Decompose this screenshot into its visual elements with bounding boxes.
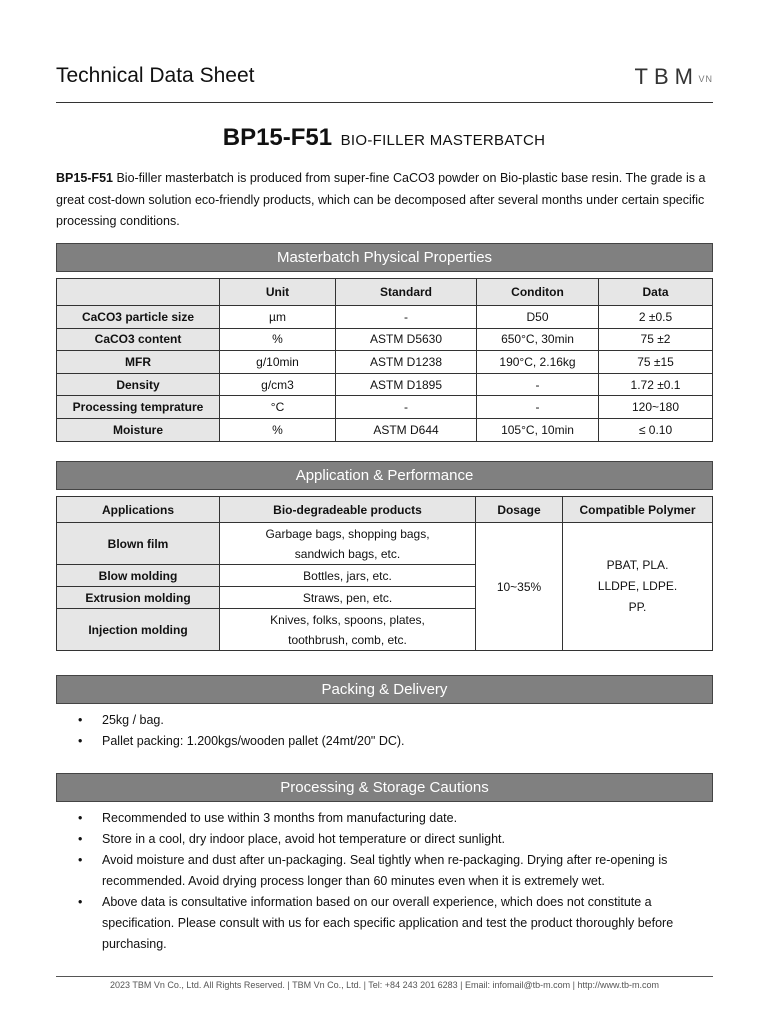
property-name: CaCO3 particle size	[57, 306, 220, 329]
table-cell: -	[477, 373, 599, 396]
table-header-cell: Data	[599, 279, 713, 306]
product-line: Bottles, jars, etc.	[220, 565, 476, 587]
table-cell: -	[477, 396, 599, 419]
table-row	[57, 328, 713, 351]
table-cell: %	[220, 418, 336, 441]
bullet-icon: •	[78, 713, 83, 727]
product-description	[56, 168, 712, 233]
list-item-text: Avoid moisture and dust after un-packaging. Seal tightly when re-packaging. Drying after re-opening is recommended. Avoid drying process longer than 60 minutes even when it is extremely wet.	[102, 853, 668, 888]
application-name: Extrusion molding	[57, 587, 220, 609]
table-header-cell: Bio-degradeable products	[220, 497, 476, 523]
table-header-cell	[57, 279, 220, 306]
compatible-polymer-cell	[563, 523, 713, 651]
table-row	[57, 306, 713, 329]
table-cell: 2 ±0.5	[599, 306, 713, 329]
product-title	[0, 124, 768, 152]
list-item-text: Store in a cool, dry indoor place, avoid hot temperature or direct sunlight.	[102, 832, 505, 846]
table-cell: g/cm3	[220, 373, 336, 396]
section-packing-delivery: Packing & Delivery	[56, 675, 713, 704]
table-cell: ASTM D5630	[336, 328, 477, 351]
table-header-cell: Dosage	[476, 497, 563, 523]
packing-list	[78, 710, 712, 752]
table-header-row	[57, 279, 713, 306]
table-header-cell: Conditon	[477, 279, 599, 306]
product-line: Garbage bags, shopping bags,	[265, 526, 430, 541]
product-line: toothbrush, comb, etc.	[288, 632, 407, 647]
table-cell: 650°C, 30min	[477, 328, 599, 351]
polymer-line: PBAT, PLA.	[606, 558, 669, 572]
bullet-icon: •	[78, 811, 83, 825]
application-name: Blown film	[57, 523, 220, 565]
table-cell: 75 ±2	[599, 328, 713, 351]
product-code: BP15-F51	[222, 124, 333, 151]
dosage-cell: 10~35%	[476, 523, 563, 651]
list-item-text: Recommended to use within 3 months from manufacturing date.	[102, 811, 458, 825]
bullet-icon: •	[78, 895, 83, 909]
processing-item	[78, 808, 712, 829]
table-cell: 75 ±15	[599, 351, 713, 374]
application-name: Injection molding	[57, 609, 220, 651]
property-name: Processing temprature	[57, 396, 220, 419]
polymer-line: LLDPE, LDPE.	[597, 579, 678, 593]
table-header-cell: Applications	[57, 497, 220, 523]
processing-item	[78, 892, 712, 955]
product-line: Knives, folks, spoons, plates,	[270, 612, 425, 627]
table-row	[57, 396, 713, 419]
property-name: MFR	[57, 351, 220, 374]
product-line: sandwich bags, etc.	[294, 546, 401, 561]
page-footer: 2023 TBM Vn Co., Ltd. All Rights Reserved. | TBM Vn Co., Ltd. | Tel: +84 243 201 6283 | Email: infomail@tb-m.com | http://www.tb-m.com	[56, 976, 713, 990]
description-lead: BP15-F51	[56, 171, 113, 185]
table-cell: ASTM D644	[336, 418, 477, 441]
table-header-cell: Unit	[220, 279, 336, 306]
company-logo-suffix: VN	[698, 74, 713, 84]
table-cell: ASTM D1238	[336, 351, 477, 374]
processing-list	[78, 808, 712, 955]
table-header-cell: Standard	[336, 279, 477, 306]
property-name: Density	[57, 373, 220, 396]
table-cell: %	[220, 328, 336, 351]
property-name: CaCO3 content	[57, 328, 220, 351]
processing-item	[78, 829, 712, 850]
product-subtitle: BIO-FILLER MASTERBATCH	[340, 132, 546, 149]
product-examples	[220, 523, 476, 565]
table-cell: D50	[477, 306, 599, 329]
physical-properties-table	[56, 278, 713, 442]
table-cell: ≤ 0.10	[599, 418, 713, 441]
table-cell: 120~180	[599, 396, 713, 419]
table-row	[57, 351, 713, 374]
document-header	[56, 62, 713, 103]
table-cell: -	[336, 306, 477, 329]
table-header-row	[57, 497, 713, 523]
document-title: Technical Data Sheet	[56, 64, 255, 87]
packing-item	[78, 710, 712, 731]
table-row	[57, 373, 713, 396]
application-name: Blow molding	[57, 565, 220, 587]
list-item-text: Pallet packing: 1.200kgs/wooden pallet (24mt/20" DC).	[102, 734, 405, 748]
table-row	[57, 523, 713, 565]
bullet-icon: •	[78, 853, 83, 867]
section-processing-storage: Processing & Storage Cautions	[56, 773, 713, 802]
table-header-cell: Compatible Polymer	[563, 497, 713, 523]
processing-item	[78, 850, 712, 892]
company-logo: TBM	[634, 64, 699, 89]
application-table	[56, 496, 713, 651]
table-cell: 1.72 ±0.1	[599, 373, 713, 396]
table-cell: g/10min	[220, 351, 336, 374]
table-cell: -	[336, 396, 477, 419]
bullet-icon: •	[78, 734, 83, 748]
table-cell: ASTM D1895	[336, 373, 477, 396]
property-name: Moisture	[57, 418, 220, 441]
description-text: Bio-filler masterbatch is produced from super-fine CaCO3 powder on Bio-plastic base resin. The grade is a great cost-down solution eco-friendly products, which can be decomposed after several months under certain specific processing conditions.	[56, 171, 706, 228]
bullet-icon: •	[78, 832, 83, 846]
table-cell: 105°C, 10min	[477, 418, 599, 441]
section-physical-properties: Masterbatch Physical Properties	[56, 243, 713, 272]
table-cell: µm	[220, 306, 336, 329]
polymer-line: PP.	[628, 600, 647, 614]
list-item-text: Above data is consultative information based on our overall experience, which does not constitute a specification. Please consult with us for each specific application and test the product thoroughly before purchasing.	[102, 895, 674, 951]
product-line: Straws, pen, etc.	[220, 587, 476, 609]
packing-item	[78, 731, 712, 752]
table-row	[57, 418, 713, 441]
section-application-performance: Application & Performance	[56, 461, 713, 490]
list-item-text: 25kg / bag.	[102, 713, 164, 727]
table-cell: °C	[220, 396, 336, 419]
table-cell: 190°C, 2.16kg	[477, 351, 599, 374]
product-examples	[220, 609, 476, 651]
